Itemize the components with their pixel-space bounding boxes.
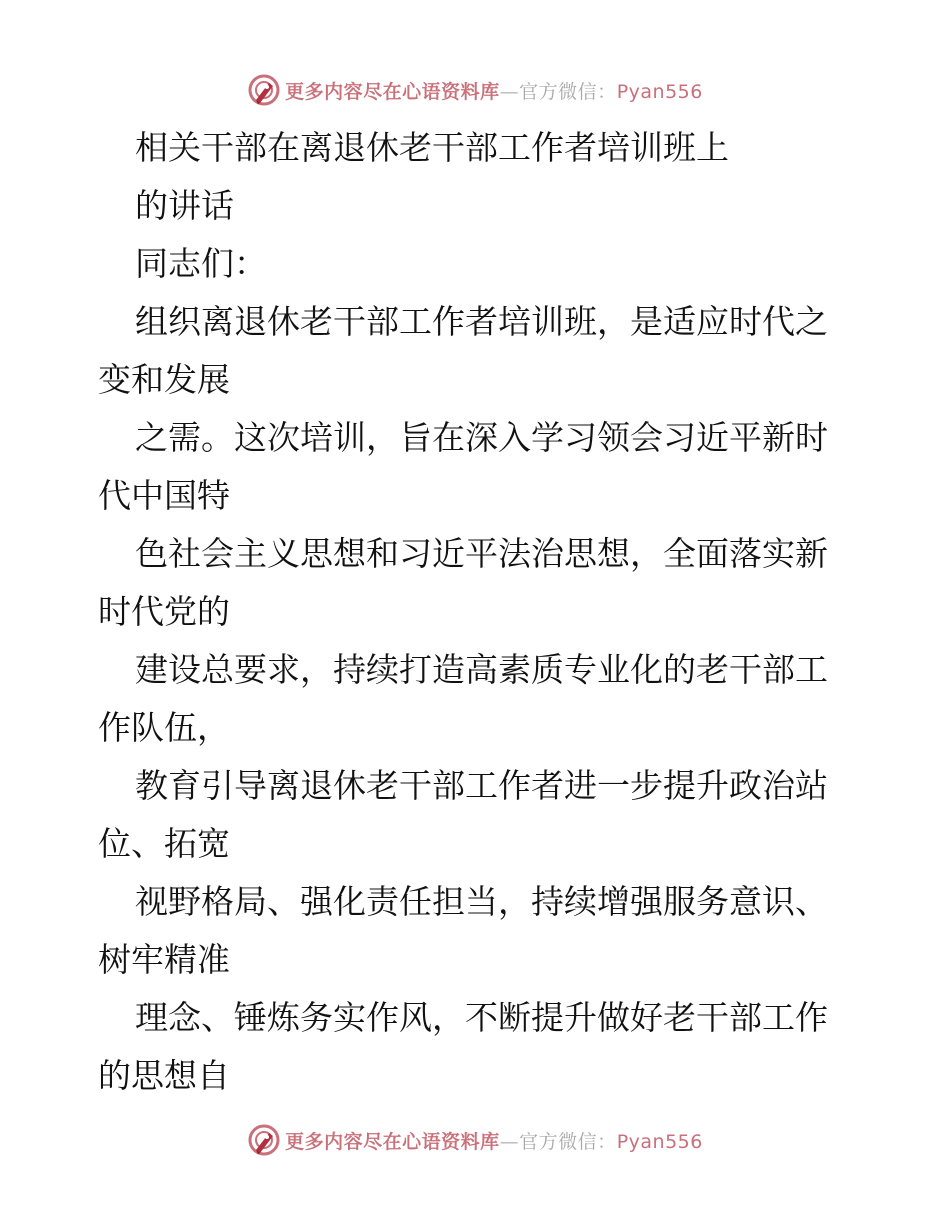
- paragraph-line: 视野格局、强化责任担当，持续增强服务意识、: [135, 882, 828, 921]
- pen-logo-icon: [247, 73, 281, 107]
- watermark-account: Pyan556: [616, 1130, 703, 1153]
- paragraph-line: 作队伍，: [98, 708, 230, 747]
- paragraph-line: 建设总要求，持续打造高素质专业化的老干部工: [135, 650, 828, 689]
- paragraph-line: 之需。这次培训，旨在深入学习领会习近平新时: [135, 418, 828, 457]
- watermark-text: [285, 77, 703, 104]
- paragraph-line: 组织离退休老干部工作者培训班，是适应时代之: [135, 302, 828, 341]
- paragraph-line: 变和发展: [98, 360, 230, 399]
- watermark-account: Pyan556: [616, 80, 703, 103]
- header-watermark: [0, 70, 950, 110]
- pen-logo-icon: [247, 1123, 281, 1157]
- paragraph-line: 的思想自: [98, 1056, 230, 1095]
- paragraph-line: 代中国特: [98, 476, 230, 515]
- paragraph-line: 位、拓宽: [98, 824, 230, 863]
- salutation: 同志们：: [135, 244, 267, 283]
- paragraph-line: 理念、锤炼务实作风，不断提升做好老干部工作: [135, 998, 828, 1037]
- paragraph-line: 色社会主义思想和习近平法治思想，全面落实新: [135, 534, 828, 573]
- paragraph-line: 时代党的: [98, 592, 230, 631]
- watermark-dash: —: [499, 80, 520, 103]
- document-title-line-2: 的讲话: [135, 186, 234, 225]
- watermark-text: [285, 1127, 703, 1154]
- watermark-site: 更多内容尽在心语资料库: [285, 80, 500, 103]
- watermark-label: 官方微信：: [519, 80, 617, 103]
- footer-watermark: [0, 1120, 950, 1160]
- watermark-site: 更多内容尽在心语资料库: [285, 1130, 500, 1153]
- paragraph-line: 树牢精准: [98, 940, 230, 979]
- watermark-label: 官方微信：: [519, 1130, 617, 1153]
- paragraph-line: 教育引导离退休老干部工作者进一步提升政治站: [135, 766, 828, 805]
- watermark-dash: —: [499, 1130, 520, 1153]
- document-title-line-1: 相关干部在离退休老干部工作者培训班上: [135, 128, 729, 167]
